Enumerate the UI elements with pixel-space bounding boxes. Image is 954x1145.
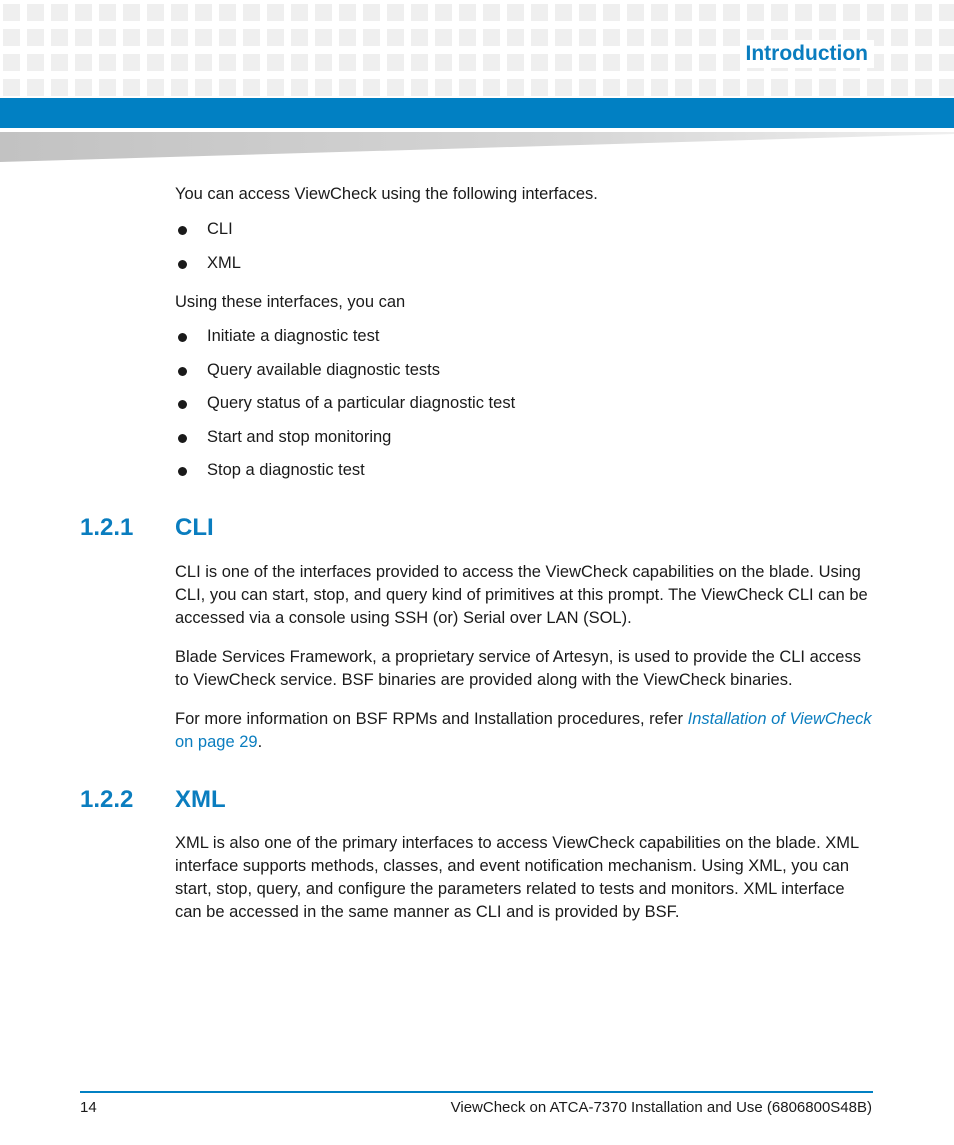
section-title: XML	[175, 786, 226, 813]
list-item: Query status of a particular diagnostic test	[175, 392, 875, 426]
page-reference-link[interactable]: on page 29	[175, 733, 258, 751]
footer-divider	[80, 1091, 873, 1093]
header-gray-swoosh	[0, 128, 954, 164]
cli-paragraph-3	[175, 708, 875, 754]
xml-paragraph-1: XML is also one of the primary interfaces to access ViewCheck capabilities on the blade. XML interface supports methods, classes, and event notification mechanism. Using XML, you can start, stop, query, and configure the parameters related to tests and monitors. XML interface can be accessed in the same manner as CLI and is provided by BSF.	[175, 834, 859, 921]
section-heading-xml	[80, 786, 226, 814]
cli-paragraph-1: CLI is one of the interfaces provided to access the ViewCheck capabilities on the blade. Using CLI, you can start, stop, and query kind of primitives at this prompt. The ViewCheck CLI can be accessed via a console using SSH (or) Serial over LAN (SOL).	[175, 563, 868, 627]
cli-paragraph-3-text: For more information on BSF RPMs and Installation procedures, refer	[175, 710, 688, 728]
cli-paragraph-3-end: .	[257, 733, 263, 751]
intro-lead: You can access ViewCheck using the following interfaces.	[175, 185, 598, 203]
header-blue-band	[0, 98, 954, 128]
section-title: CLI	[175, 514, 214, 541]
list-item: CLI	[175, 218, 875, 252]
list-item: Stop a diagnostic test	[175, 459, 875, 493]
cli-paragraph-2: Blade Services Framework, a proprietary service of Artesyn, is used to provide the CLI access to ViewCheck service. BSF binaries are provided along with the ViewCheck binaries.	[175, 648, 861, 689]
document-title: ViewCheck on ATCA-7370 Installation and Use (6806800S48B)	[450, 1099, 872, 1116]
section-number: 1.2.2	[80, 786, 134, 813]
page-number: 14	[80, 1099, 97, 1116]
list-item: Initiate a diagnostic test	[175, 325, 875, 359]
list-item: Start and stop monitoring	[175, 426, 875, 460]
section-number: 1.2.1	[80, 514, 134, 541]
installation-link[interactable]: Installation of ViewCheck	[687, 710, 872, 728]
intro-block	[175, 183, 875, 493]
section-heading-cli	[80, 514, 214, 542]
chapter-title: Introduction	[740, 40, 874, 68]
list-item: Query available diagnostic tests	[175, 359, 875, 393]
using-lead: Using these interfaces, you can	[175, 293, 406, 311]
capabilities-list	[175, 325, 875, 493]
list-item: XML	[175, 252, 875, 286]
interfaces-list	[175, 218, 875, 285]
